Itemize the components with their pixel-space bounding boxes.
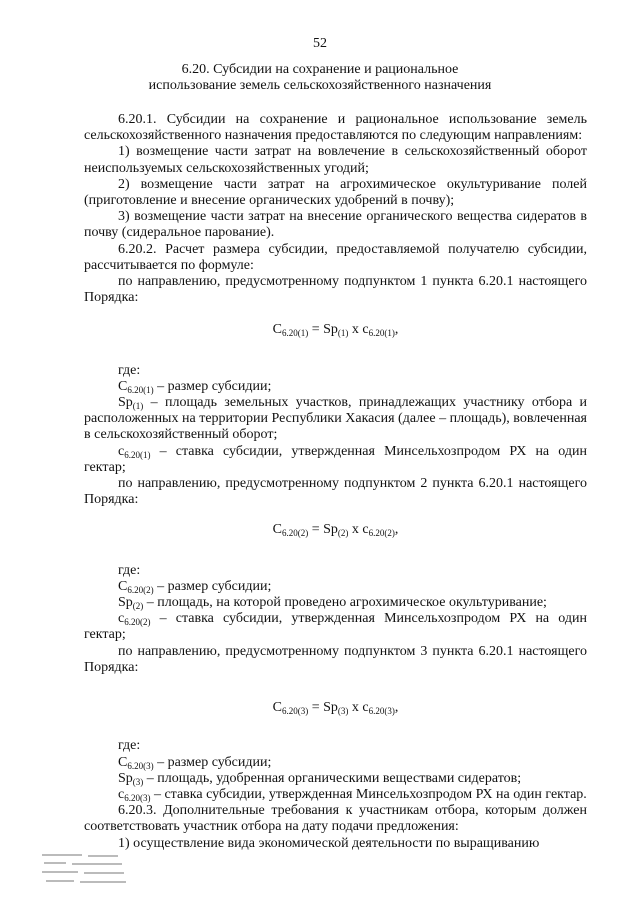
definition-sp-3: $Sp_{(3)}$ – площадь, удобренная органическими веществами сидератов; — [118, 770, 522, 787]
definition-rate-3: $c_{6.20(3)}$ – ставка субсидии, утвержденная Минсельхозпродом РХ на один гектар. — [118, 786, 587, 803]
definition-c-3: $C_{6.20(3)}$ – размер субсидии; — [118, 754, 272, 771]
where-label-3: где: — [118, 738, 141, 754]
direction-2-intro: по направлению, предусмотренному подпунктом 2 пункта 6.20.1 настоящего Порядка: — [84, 476, 587, 508]
formula-1: $C_{6.20(1)} = Sp_{(1)}$ x $c_{6.20(1)}$, — [272, 322, 399, 339]
formula-3: $C_{6.20(3)} = Sp_{(3)}$ x $c_{6.20(3)}$, — [272, 700, 399, 717]
definition-c-1: $C_{6.20(1)}$ – размер субсидии; — [118, 378, 272, 395]
section-title — [60, 62, 580, 94]
direction-2: 2) возмещение части затрат на агрохимическое окультуривание полей (приготовление и внесение органических удобрений в почву); — [84, 176, 587, 209]
definition-rate-1: $c_{6.20(1)}$ – ставка субсидии, утвержденная Минсельхозпродом РХ на один гектар; — [84, 443, 587, 475]
requirement-1: 1) осуществление вида экономической деятельности по выращиванию — [118, 835, 540, 851]
definition-c-2: $C_{6.20(2)}$ – размер субсидии; — [118, 578, 272, 595]
direction-3: 3) возмещение части затрат на внесение органического вещества сидератов в почву (сидеральное парование). — [84, 209, 587, 241]
scan-noise-artifact — [40, 852, 160, 892]
formula-2: $C_{6.20(2)} = Sp_{(2)}$ x $c_{6.20(2)}$, — [272, 522, 399, 539]
paragraph-6-20-2: 6.20.2. Расчет размера субсидии, предоставляемой получателю субсидии, рассчитывается по формуле: — [84, 241, 587, 273]
direction-1-intro: по направлению, предусмотренному подпунктом 1 пункта 6.20.1 настоящего Порядка: — [84, 274, 587, 306]
definition-sp-1: $Sp_{(1)}$ – площадь земельных участков, принадлежащих участнику отбора и расположенных на территории Республики Хакасия (далее – площадь), вовлеченная в сельскохозяйственный оборот; — [84, 395, 587, 443]
paragraph-6-20-3: 6.20.3. Дополнительные требования к участникам отбора, которым должен соответствовать участник отбора на дату подачи предложения: — [84, 803, 587, 835]
direction-3-intro: по направлению, предусмотренному подпунктом 3 пункта 6.20.1 настоящего Порядка: — [84, 643, 587, 675]
paragraph-6-20-1: 6.20.1. Субсидии на сохранение и рациональное использование земель сельскохозяйственного назначения предоставляются по следующим направлениям: — [84, 112, 587, 144]
direction-1: 1) возмещение части затрат на вовлечение в сельскохозяйственный оборот неиспользуемых сельскохозяйственных угодий; — [84, 144, 587, 176]
document-body — [84, 112, 587, 852]
section-title-line-1: 6.20. Субсидии на сохранение и рациональное — [181, 62, 459, 77]
where-label-2: где: — [118, 562, 141, 578]
where-label-1: где: — [118, 362, 141, 378]
definition-rate-2: $c_{6.20(2)}$ – ставка субсидии, утвержденная Минсельхозпродом РХ на один гектар; — [84, 611, 587, 643]
definition-sp-2: $Sp_{(2)}$ – площадь, на которой проведено агрохимическое окультуривание; — [118, 595, 547, 612]
section-title-line-2: использование земель сельскохозяйственного назначения — [148, 78, 492, 94]
page-number: 52 — [313, 36, 327, 51]
